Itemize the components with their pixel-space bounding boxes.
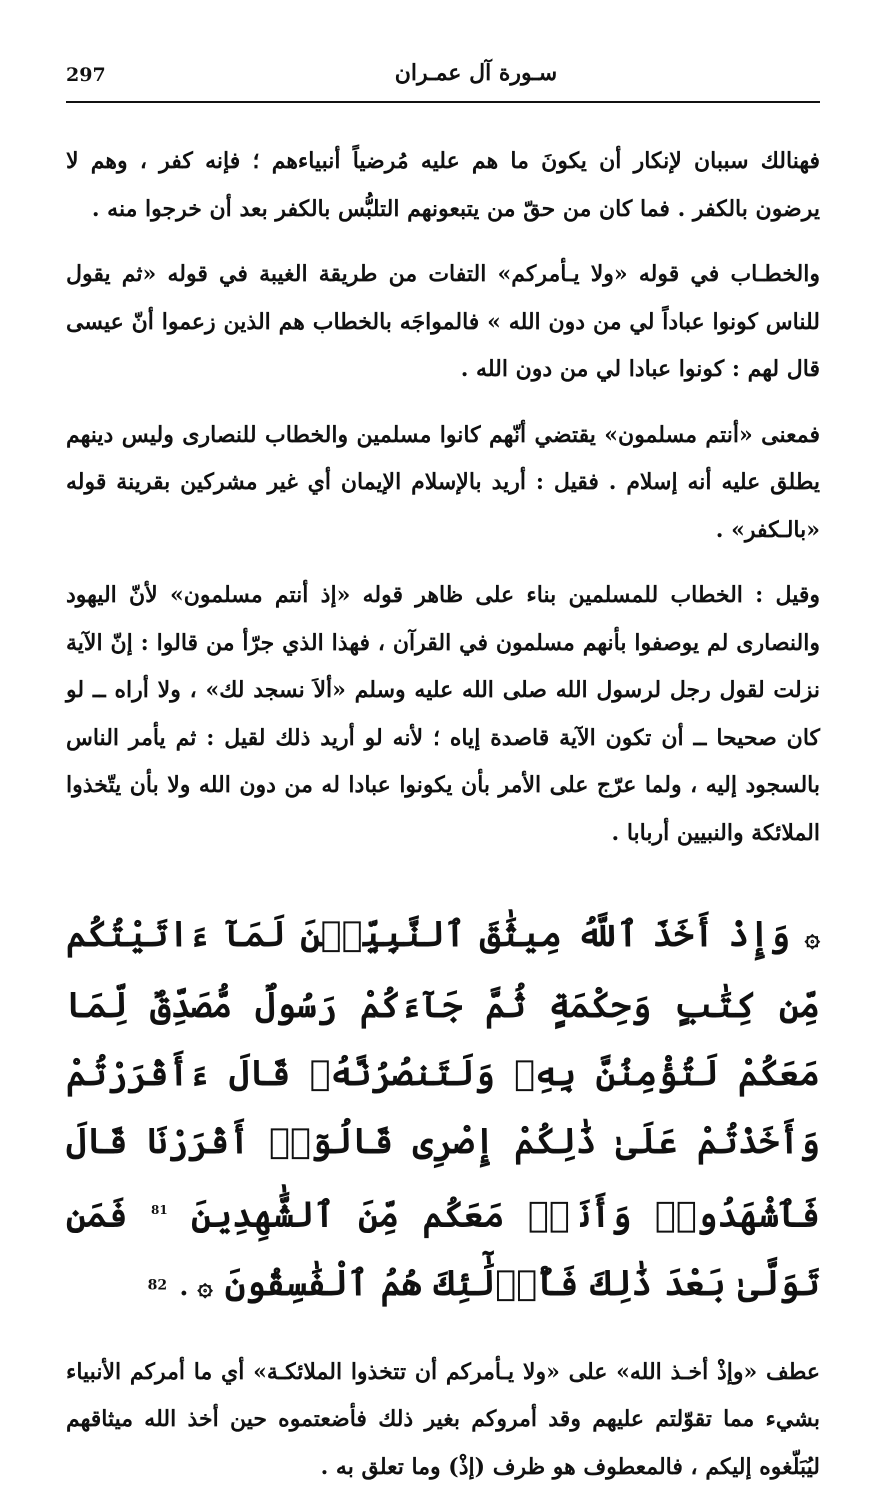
- paragraph-1: فهنالك سببان لإنكار أن يكونَ ما هم عليه مُرضياً أنبياءهم ؛ فإنه كفر ، وهم لا يرضون بالكفر . فما كان من حقّ من يتبعونهم التلبُّس بالكفر بعد أن خرجوا منه .: [66, 148, 820, 222]
- closing-paragraph: عطف «وإذْ أخـذ الله» على «ولا يـأمركم أن تتخذوا الملائكـة» أي ما أمركم الأنبياء بشيء مما تقوّلتم عليهم وقد أمروكم بغير ذلك فأضعتموه حين أخذ الله ميثاقهم ليُبَلّغوه إليكم ، فالمعطوف هو ظرف (إذْ) وما تعلق به .: [66, 1358, 820, 1480]
- header-rule: [66, 101, 820, 103]
- verse-number-82: 82: [147, 1277, 168, 1294]
- verse-close-mark: ۞ .: [179, 1271, 213, 1302]
- page-header: [66, 58, 820, 100]
- verse-number-81: 81: [150, 1203, 168, 1217]
- page-body: [66, 138, 820, 1509]
- verse-text-part2: فَمَن تَوَلَّىٰ بَعْدَ ذَٰلِكَ فَأُو۟لَٰٓئِكَ هُمُ ٱلْفَٰسِقُونَ: [66, 1194, 820, 1304]
- paragraph-2: والخطـاب في قوله «ولا يـأمركم» التفات من طريقة الغيبة في قوله «ثم يقول للناس كونوا عباداً لي من دون الله » فالمواجَه بالخطاب هم الذين زعموا أنّ عيسى قال لهم : كونوا عبادا لي من دون الله .: [66, 261, 820, 382]
- running-title: سـورة آل عمـران: [394, 60, 558, 86]
- verse-open-mark: ۞: [804, 923, 820, 953]
- paragraph-4: وقيل : الخطاب للمسلمين بناء على ظاهر قوله «إذ أنتم مسلمون» لأنّ اليهود والنصارى لم يوصفوا بأنهم مسلمون في القرآن ، فهذا الذي جرّأ من قالوا : إنّ الآية نزلت لقول رجل لرسول الله صلى الله عليه وسلم «ألاَ نسجد لك» ، ولا أراه ــ لو كان صحيحا ــ أن تكون الآية قاصدة إياه ؛ لأنه لو أريد ذلك لقيل : ثم يأمر الناس بالسجود إليه ، ولما عرّج على الأمر بأن يكونوا عبادا له من دون الله ولا بأن يتّخذوا الملائكة والنبيين أربابا .: [66, 582, 820, 846]
- verse-text-part1: وَإِذْ أَخَذَ ٱللَّهُ مِيثَٰقَ ٱلنَّبِيِّـۧنَ لَمَآ ءَاتَيْتُكُم مِّن كِتَٰبٍ وَحِكْمَةٍ ثُمَّ جَآءَكُمْ رَسُولٌ مُّصَدِّقٌ لِّمَا مَعَكُمْ لَتُؤْمِنُنَّ بِهِۦ وَلَتَنصُرُنَّهُۥ قَالَ ءَأَقْرَرْتُمْ وَأَخَذْتُمْ عَلَىٰ ذَٰلِكُمْ إِصْرِى قَالُوٓا۟ أَقْرَرْنَا قَالَ فَٱشْهَدُوا۟ وَأَنَا۠ مَعَكُم مِّنَ ٱلشَّٰهِدِينَ: [66, 914, 821, 1236]
- paragraph-3: فمعنى «أنتم مسلمون» يقتضي أنّهم كانوا مسلمين والخطاب للنصارى وليس دينهم يطلق عليه أنه إسلام . فقيل : أريد بالإسلام الإيمان أي غير مشركين بقرينة قوله «بالـكفر» .: [66, 421, 820, 543]
- quran-verse-block: [66, 901, 820, 1321]
- page-number: 297: [66, 64, 106, 86]
